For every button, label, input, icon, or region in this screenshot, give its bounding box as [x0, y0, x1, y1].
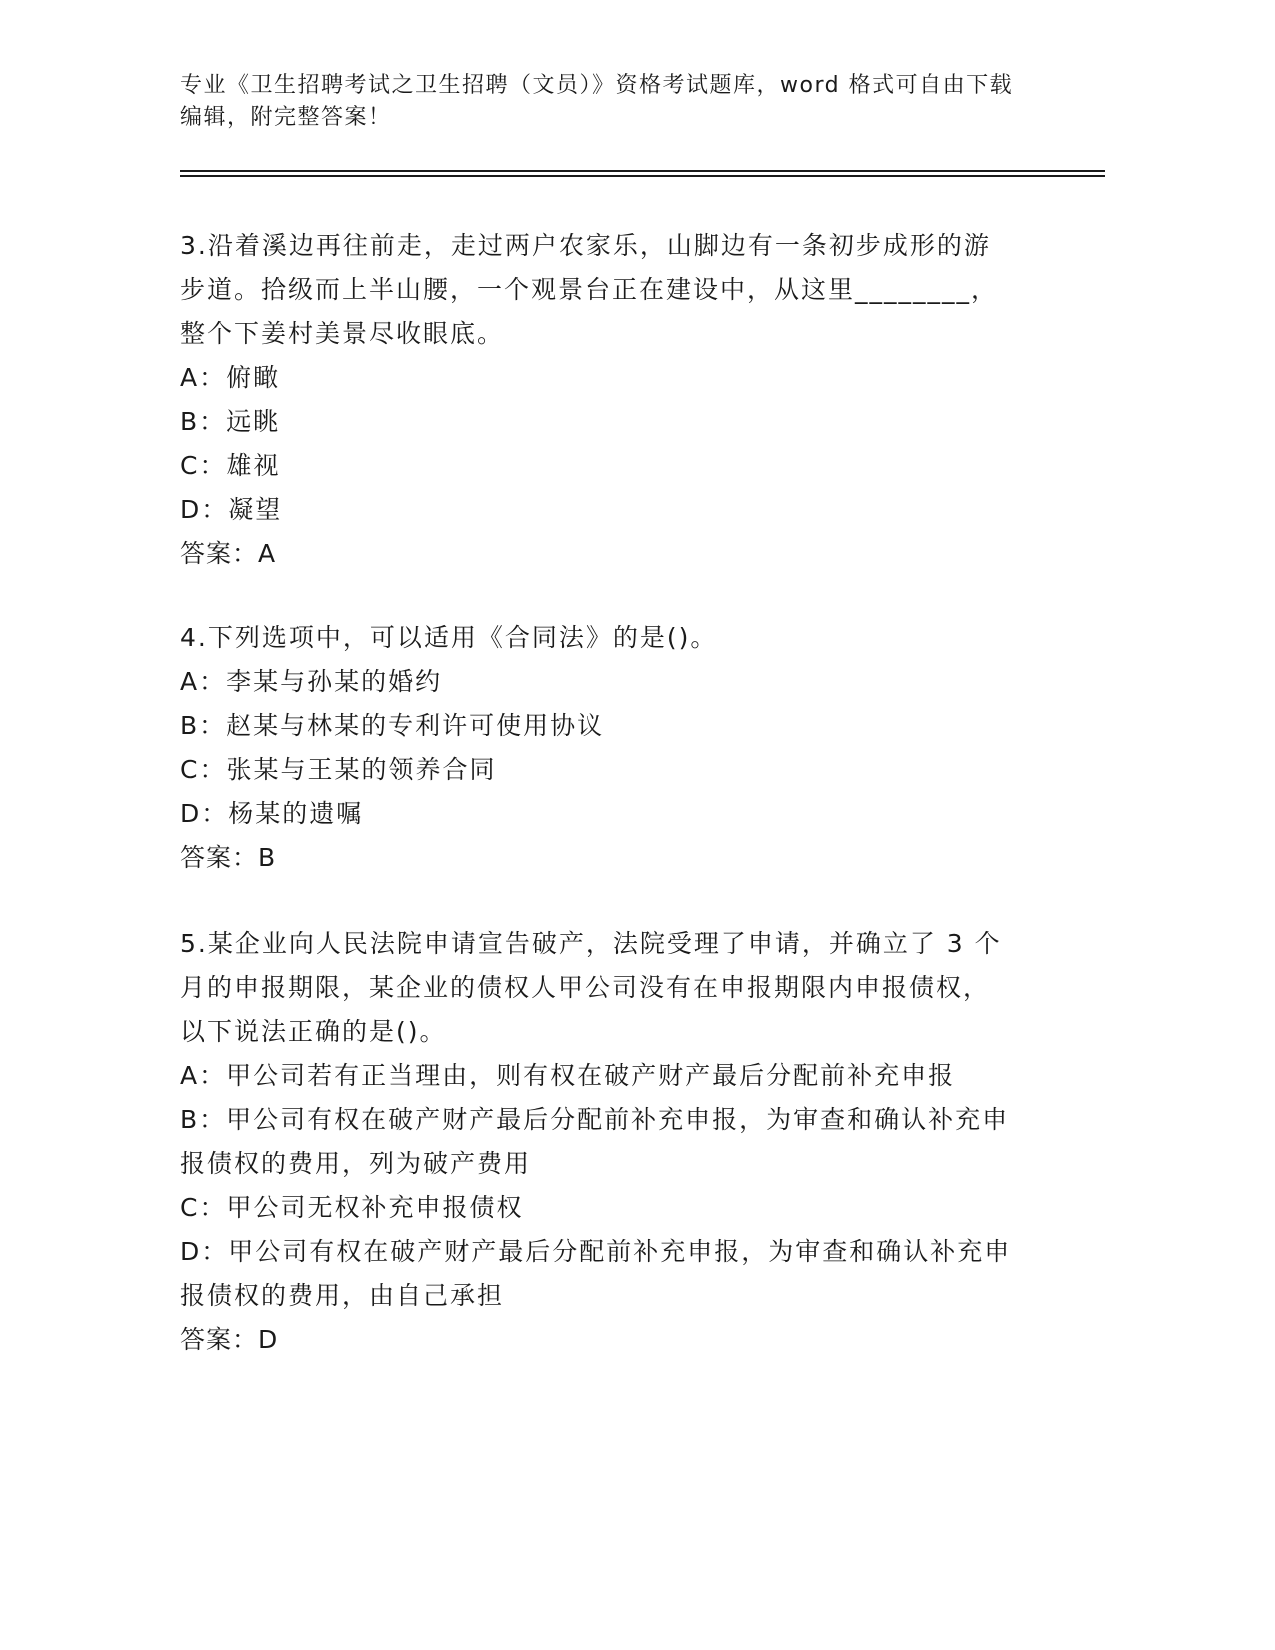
question-5: [180, 922, 1040, 1362]
question-stem-line: 整个下姜村美景尽收眼底。: [180, 319, 505, 348]
answer: 答案：D: [180, 1325, 279, 1354]
question-stem-line: 4.下列选项中，可以适用《合同法》的是()。: [180, 623, 718, 652]
option-a: A：俯瞰: [180, 363, 281, 392]
option-c: C：甲公司无权补充申报债权: [180, 1193, 524, 1222]
option-d-continued: 报债权的费用，由自己承担: [180, 1281, 505, 1310]
question-stem-line: 3.沿着溪边再往前走，走过两户农家乐，山脚边有一条初步成形的游: [180, 231, 991, 260]
option-d: D：杨某的遗嘱: [180, 799, 364, 828]
option-b: B：赵某与林某的专利许可使用协议: [180, 711, 605, 740]
answer: 答案：A: [180, 539, 277, 568]
option-d: D：甲公司有权在破产财产最后分配前补充申报，为审查和确认补充申: [180, 1237, 1012, 1266]
option-b: B：远眺: [180, 407, 281, 436]
option-a: A：甲公司若有正当理由，则有权在破产财产最后分配前补充申报: [180, 1061, 956, 1090]
option-b: B：甲公司有权在破产财产最后分配前补充申报，为审查和确认补充申: [180, 1105, 1010, 1134]
question-stem-line: 以下说法正确的是()。: [180, 1017, 447, 1046]
header-line-2: 编辑，附完整答案！: [180, 105, 392, 130]
option-a: A：李某与孙某的婚约: [180, 667, 443, 696]
header-line-1: 专业《卫生招聘考试之卫生招聘（文员）》资格考试题库，word 格式可自由下载: [180, 73, 1014, 98]
option-c: C：张某与王某的领养合同: [180, 755, 497, 784]
header-divider-top: [180, 170, 1105, 172]
option-c: C：雄视: [180, 451, 281, 480]
question-stem-line: 月的申报期限，某企业的债权人甲公司没有在申报期限内申报债权，: [180, 973, 991, 1002]
question-4: [180, 616, 1040, 880]
question-3: [180, 224, 1040, 576]
question-stem-line: 步道。拾级而上半山腰，一个观景台正在建设中，从这里________，: [180, 275, 999, 304]
option-d: D：凝望: [180, 495, 283, 524]
header-divider-bottom: [180, 175, 1105, 177]
document-header: [180, 70, 1040, 134]
option-b-continued: 报债权的费用，列为破产费用: [180, 1149, 532, 1178]
answer: 答案：B: [180, 843, 277, 872]
question-stem-line: 5.某企业向人民法院申请宣告破产，法院受理了申请，并确立了 3 个: [180, 929, 1002, 958]
